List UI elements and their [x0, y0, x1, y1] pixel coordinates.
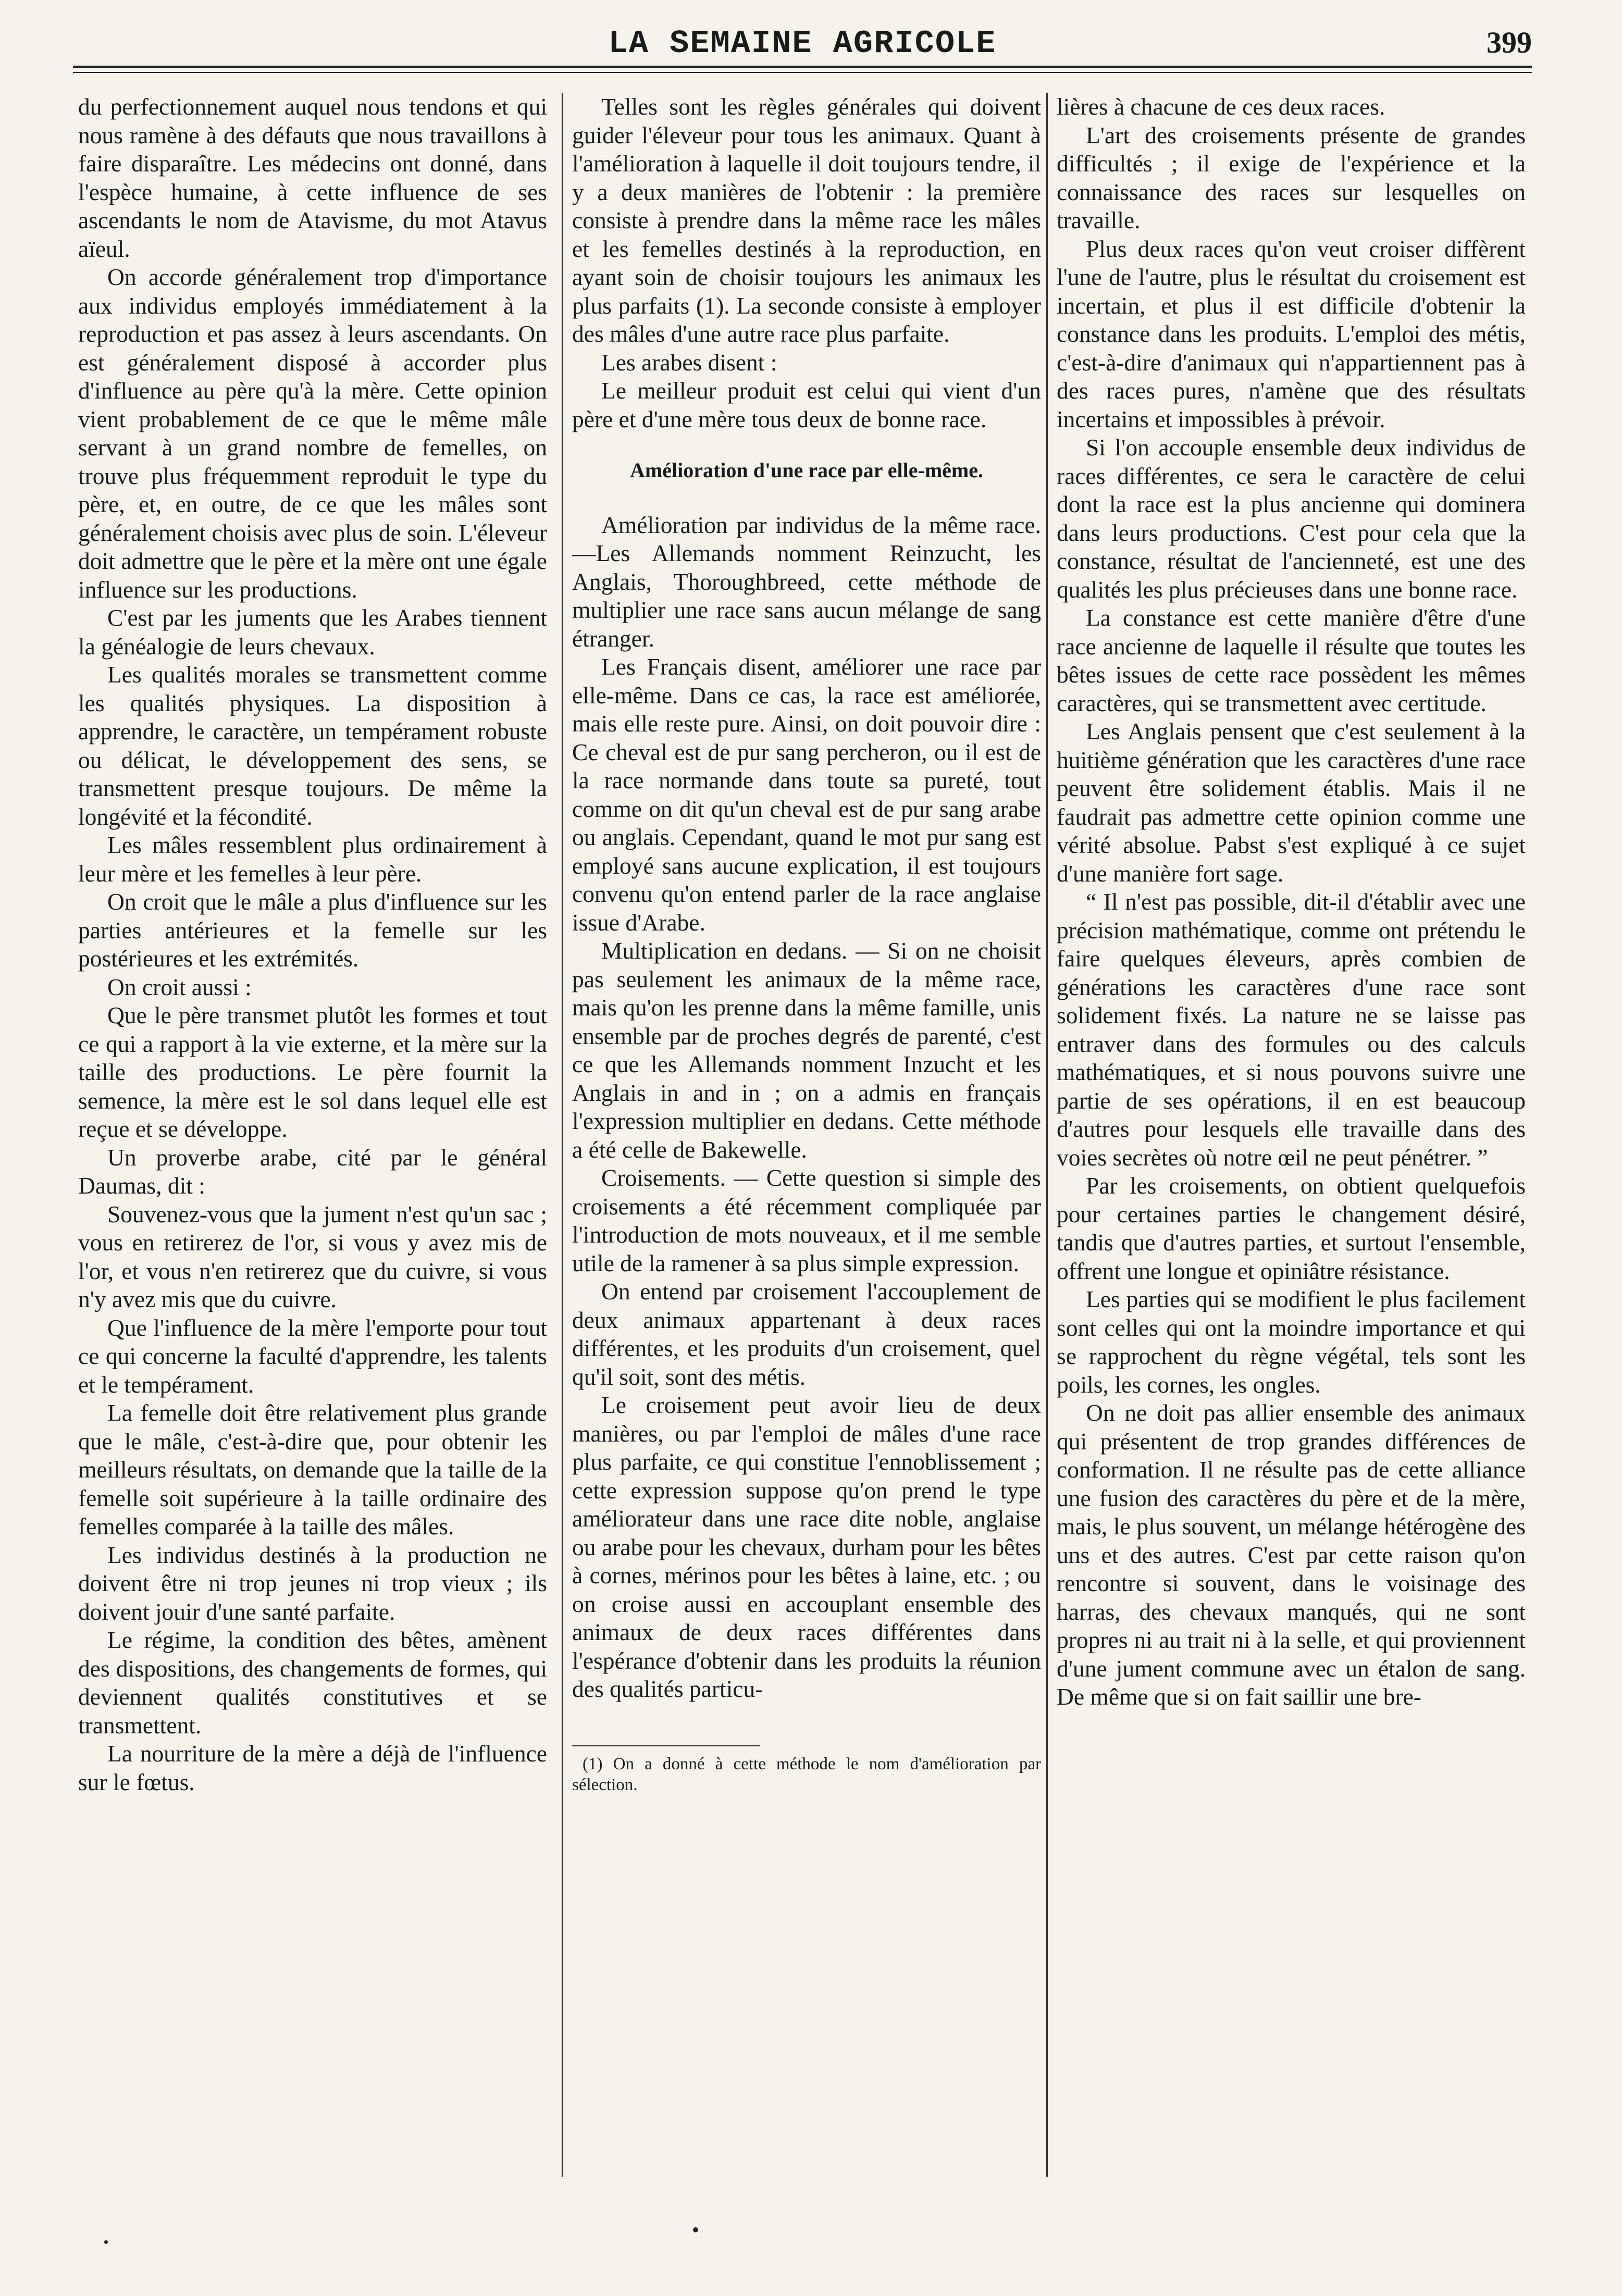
paragraph: Le régime, la condition des bêtes, amènent des dispositions, des changements de formes, qui deviennent qualités constitutives et se transmettent.	[78, 1627, 547, 1739]
paragraph: Les mâles ressemblent plus ordinairement à leur mère et les femelles à leur père.	[78, 831, 547, 887]
paragraph: du perfectionnement auquel nous tendons et qui nous ramène à des défauts que nous travaillons à faire disparaître. Les médecins ont donné, dans l'espèce humaine, à cette influence de ses ascendants le nom de Atavisme, du mot Atavus aïeul.	[78, 93, 547, 262]
paragraph: Croisements. — Cette question si simple des croisements a été récemment compliquée par l'introduction de mots nouveaux, et il me semble utile de la ramener à sa plus simple expression.	[572, 1164, 1041, 1276]
footnote: (1) On a donné à cette méthode le nom d'amélioration par sélection.	[572, 1754, 1041, 1794]
paragraph: On accorde généralement trop d'importance aux individus employés immédiatement à la reproduction et pas assez à leurs ascendants. On est généralement disposé à accorder plus d'influence au père qu'à la mère. Cette opinion vient probablement de ce que le même mâle servant à un grand nombre de femelles, on trouve plus fréquemment reproduit le type du père, et, en outre, de ce que les mâles sont généralement choisis avec plus de soin. L'éleveur doit admettre que le père et la mère ont une égale influence sur les productions.	[78, 264, 547, 603]
paragraph: Les Anglais pensent que c'est seulement à la huitième génération que les caractères d'une race peuvent être solidement établis. Mais il ne faudrait pas admettre cette opinion comme une vérité absolue. Pabst s'est expliqué à ce sujet d'une manière fort sage.	[1057, 718, 1526, 887]
paragraph: On ne doit pas allier ensemble des animaux qui présentent de trop grandes différences de conformation. Il ne résulte pas de cette alliance une fusion des caractères du père et de la mère, mais, le plus souvent, un mélange hétérogène des uns et des autres. C'est par cette raison qu'on rencontre si souvent, dans le voisinage des harras, des chevaux manqués, qui ne sont propres ni au trait ni à la selle, et qui proviennent d'une jument commune avec un étalon de sang. De même que si on fait saillir une bre-	[1057, 1399, 1526, 1710]
paragraph: Le croisement peut avoir lieu de deux manières, ou par l'emploi de mâles d'une race plus parfaite, ce qui constitue l'ennoblissement ; cette expression suppose qu'on prend le type améliorateur dans une race dite noble, anglaise ou arabe pour les chevaux, durham pour les bêtes à cornes, mérinos pour les bêtes à laine, etc. ; ou on croise aussi en accouplant ensemble des animaux de deux races différentes dans l'espérance d'obtenir dans les produits la réunion des qualités particu-	[572, 1392, 1041, 1702]
paragraph: La femelle doit être relativement plus grande que le mâle, c'est-à-dire que, pour obtenir les meilleurs résultats, on demande que la taille de la femelle soit supérieure à la taille ordinaire des femelles comparée à la taille des mâles.	[78, 1399, 547, 1540]
paragraph: Les qualités morales se transmettent comme les qualités physiques. La disposition à apprendre, le caractère, un tempérament robuste ou délicat, le développement des sens, se transmettent presque toujours. De même la longévité et la fécondité.	[78, 661, 547, 830]
paragraph: Si l'on accouple ensemble deux individus de races différentes, ce sera le caractère de celui dont la race est la plus ancienne qui dominera dans leurs productions. C'est pour cela que la constance, résultat de l'ancienneté, est une des qualités les plus précieuses dans une bonne race.	[1057, 434, 1526, 603]
header-rule-thin	[73, 72, 1532, 73]
footnote-rule	[572, 1745, 760, 1746]
journal-title: LA SEMAINE AGRICOLE	[608, 25, 997, 62]
paragraph: Souvenez-vous que la jument n'est qu'un sac ; vous en retirerez de l'or, si vous y avez mis de l'or, et vous n'en retirerez que du cuivre, si vous n'y avez mis que du cuivre.	[78, 1200, 547, 1312]
header-rule-thick	[73, 66, 1532, 68]
page-header	[73, 21, 1532, 68]
paragraph: Les individus destinés à la production ne doivent être ni trop jeunes ni trop vieux ; ils doivent jouir d'une santé parfaite.	[78, 1541, 547, 1625]
paragraph: La constance est cette manière d'être d'une race ancienne de laquelle il résulte que toutes les bêtes issues de cette race possèdent les mêmes caractères, qui se transmettent avec certitude.	[1057, 604, 1526, 716]
paragraph: C'est par les juments que les Arabes tiennent la généalogie de leurs chevaux.	[78, 604, 547, 660]
paragraph: Un proverbe arabe, cité par le général Daumas, dit :	[78, 1144, 547, 1199]
page-number: 399	[1487, 26, 1532, 59]
paragraph: Multiplication en dedans. — Si on ne choisit pas seulement les animaux de la même race, mais qu'on les prenne dans la même famille, unis ensemble par de proches degrés de parenté, c'est ce que les Allemands nomment Inzucht et les Anglais in and in ; on a admis en français l'expression multiplier en dedans. Cette méthode a été celle de Bakewelle.	[572, 937, 1041, 1163]
section-heading: Amélioration d'une race par elle-même.	[630, 458, 983, 482]
column-divider-1	[562, 93, 563, 2177]
paragraph: Les arabes disent :	[601, 349, 777, 376]
paragraph: Les parties qui se modifient le plus facilement sont celles qui ont la moindre importance et qui se rapprochent du règne végétal, tels sont les poils, les cornes, les ongles.	[1057, 1286, 1526, 1398]
print-speck	[104, 2240, 108, 2244]
paragraph: Telles sont les règles générales qui doivent guider l'éleveur pour tous les animaux. Quant à l'amélioration à laquelle il doit toujours tendre, il y a deux manières de l'obtenir : la première consiste à prendre dans la même race les mâles et les femelles destinés à la reproduction, en ayant soin de choisir toujours les animaux les plus parfaits (1). La seconde consiste à employer des mâles d'une autre race plus parfaite.	[572, 93, 1041, 347]
paragraph: lières à chacune de ces deux races.	[1057, 93, 1385, 120]
column-3	[1057, 93, 1526, 2208]
paragraph: Les Français disent, améliorer une race par elle-même. Dans ce cas, la race est améliorée, mais elle reste pure. Ainsi, on doit pouvoir dire : Ce cheval est de pur sang percheron, ou il est de la race normande dans toute sa pureté, tout comme on dit qu'un cheval est de pur sang arabe ou anglais. Cependant, quand le mot pur sang est employé sans aucune explication, il est toujours convenu qu'on entend parler de la race anglaise issue d'Arabe.	[572, 653, 1041, 936]
paragraph: On croit aussi :	[107, 973, 252, 1000]
paragraph: L'art des croisements présente de grandes difficultés ; il exige de l'expérience et la connaissance des races sur lesquelles on travaille.	[1057, 121, 1526, 233]
column-1	[78, 93, 547, 2208]
paragraph: Que le père transmet plutôt les formes et tout ce qui a rapport à la vie externe, et la mère sur la taille des productions. Le père fournit la semence, la mère est le sol dans lequel elle est reçue et se développe.	[78, 1002, 547, 1142]
paragraph: Que l'influence de la mère l'emporte pour tout ce qui concerne la faculté d'apprendre, les talents et le tempérament.	[78, 1314, 547, 1398]
paragraph: On entend par croisement l'accouplement de deux animaux appartenant à deux races différentes, et les produits d'un croisement, quel qu'il soit, sont des métis.	[572, 1278, 1041, 1390]
paragraph: Par les croisements, on obtient quelquefois pour certaines parties le changement désiré, tandis que d'autres parties, et surtout l'ensemble, offrent une longue et opiniâtre résistance.	[1057, 1172, 1526, 1284]
paragraph: On croit que le mâle a plus d'influence sur les parties antérieures et la femelle sur les postérieures et les extrémités.	[78, 888, 547, 972]
column-2	[572, 93, 1041, 2208]
paragraph: Plus deux races qu'on veut croiser diffèrent l'une de l'autre, plus le résultat du croisement est incertain, et plus il est difficile d'obtenir la constance dans les produits. L'emploi des métis, c'est-à-dire d'animaux qui n'appartiennent pas à des races pures, n'amène que des résultats incertains et impossibles à prévoir.	[1057, 235, 1526, 432]
column-divider-2	[1046, 93, 1048, 2177]
paragraph: Amélioration par individus de la même race.—Les Allemands nomment Reinzucht, les Anglais, Thoroughbreed, cette méthode de multiplier une race sans aucun mélange de sang étranger.	[572, 511, 1041, 652]
print-speck	[693, 2227, 698, 2232]
paragraph: La nourriture de la mère a déjà de l'influence sur le fœtus.	[78, 1740, 547, 1795]
paragraph: Le meilleur produit est celui qui vient d'un père et d'une mère tous deux de bonne race.	[572, 377, 1041, 432]
paragraph: “ Il n'est pas possible, dit-il d'établir avec une précision mathématique, comme ont prétendu le faire quelques éleveurs, après combien de générations les caractères d'une race sont solidement fixés. La nature ne se laisse pas entraver dans des formules ou des calculs mathématiques, et si nous pouvons suivre une partie de ses opérations, il en est beaucoup d'autres pour lesquels elle travaille dans des voies secrètes où notre œil ne peut pénétrer. ”	[1057, 888, 1526, 1171]
